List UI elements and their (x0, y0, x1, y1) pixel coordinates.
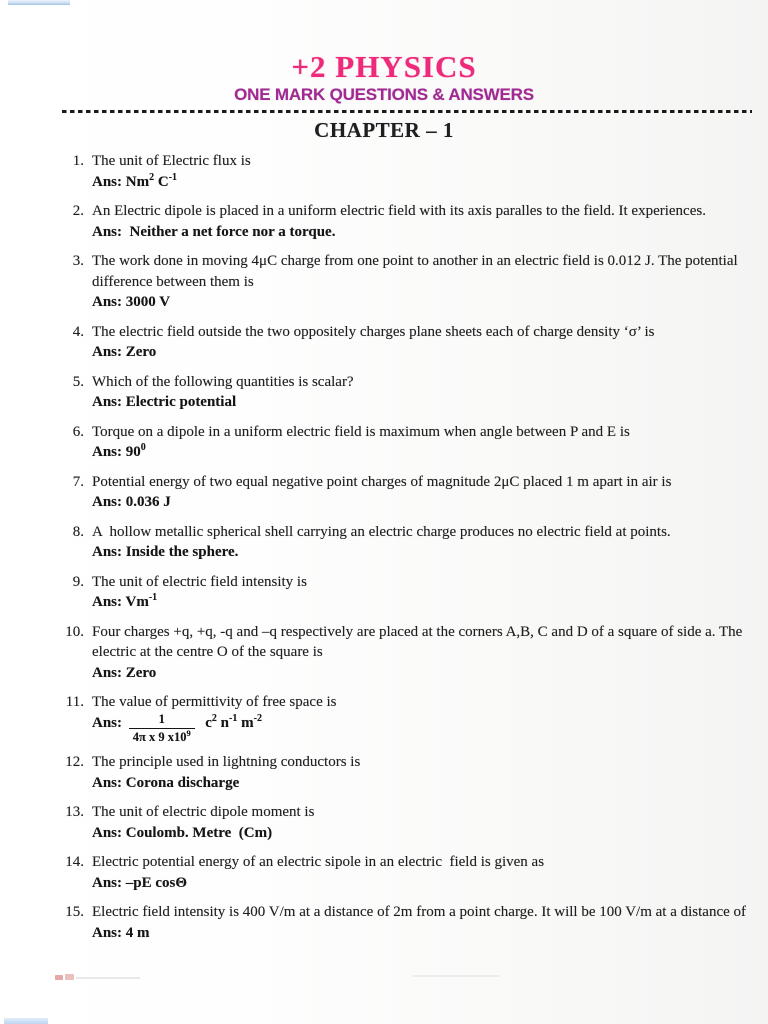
question-number: 6. (72, 423, 84, 440)
text-segment: Ans: Inside the sphere. (92, 544, 239, 560)
fraction-denominator (129, 728, 195, 744)
text-segment: Ans: 4 m (92, 924, 150, 941)
question-text: Electric field intensity is 400 V/m at a distance of 2m from a point charge. It will be 100 V/m at a distance of (92, 904, 747, 921)
scan-artifact-red-mark (55, 975, 63, 980)
question-item (72, 572, 748, 613)
question-number: 3. (72, 253, 84, 269)
superscript-text: 2 (149, 171, 155, 183)
text-segment: Ans: Vm (92, 594, 149, 610)
text-segment: m (237, 714, 254, 731)
question-body (92, 802, 748, 843)
document-header (0, 0, 768, 105)
question-body (92, 201, 748, 242)
scan-artifact-smudge (76, 977, 140, 979)
answer-text (92, 592, 748, 613)
scan-artifact-smudge (413, 975, 499, 977)
question-item (72, 472, 748, 513)
question-item (65, 692, 748, 744)
question-text: A hollow metallic spherical shell carrying an electric charge produces no electric field at points. (92, 523, 671, 540)
question-list (0, 151, 768, 943)
text-segment: Ans: Nm (92, 173, 150, 190)
question-item (65, 752, 748, 793)
question-number: 4. (72, 323, 84, 340)
answer-text (92, 713, 748, 744)
answer-text (92, 172, 748, 193)
question-number: 14. (65, 854, 84, 871)
text-segment: Ans: Neither a net force nor a torque. (92, 223, 336, 240)
question-item (65, 802, 748, 843)
answer-text (92, 342, 748, 363)
page-title: +2 PHYSICS (291, 49, 477, 84)
question-text: The unit of Electric flux is (92, 153, 251, 169)
question-body (92, 322, 748, 363)
scan-artifact-red-mark (65, 974, 74, 980)
question-text: Which of the following quantities is scalar? (92, 373, 354, 390)
answer-text (92, 392, 748, 413)
question-number: 12. (65, 754, 84, 771)
page-subtitle: ONE MARK QUESTIONS & ANSWERS (234, 85, 534, 104)
text-segment: Ans: –pE cosΘ (92, 874, 188, 891)
superscript-text: -2 (253, 712, 262, 724)
question-item (72, 201, 748, 242)
question-body (92, 752, 748, 793)
scan-artifact-top-blue-strip (8, 0, 70, 5)
answer-text (92, 442, 748, 463)
question-text: The unit of electric field intensity is (92, 573, 307, 590)
text-segment: Ans: Electric potential (92, 394, 237, 410)
answer-text (92, 292, 748, 313)
text-segment: 1 (158, 712, 165, 727)
chapter-heading: CHAPTER – 1 (314, 118, 454, 142)
question-body (92, 522, 748, 563)
question-body (92, 251, 748, 313)
superscript-text: -1 (229, 712, 238, 724)
text-segment: Ans: (92, 714, 126, 731)
question-body (92, 622, 748, 684)
answer-text (92, 542, 748, 563)
answer-text (92, 492, 748, 513)
text-segment: Ans: 0.036 J (92, 494, 171, 510)
scan-artifact-bottom-blue-strip (4, 1018, 48, 1024)
text-segment: Ans: Corona discharge (92, 774, 240, 791)
question-text: The principle used in lightning conductors is (92, 754, 361, 771)
question-number: 10. (65, 623, 84, 640)
answer-text (92, 663, 748, 684)
question-text: An Electric dipole is placed in a uniform electric field with its axis paralles to the field. It experiences. (92, 203, 706, 219)
question-text: Potential energy of two equal negative point charges of magnitude 2μC placed 1 m apart in air is (92, 473, 672, 490)
answer-text (92, 222, 748, 243)
question-text: Electric potential energy of an electric sipole in an electric field is given as (92, 854, 545, 871)
question-item (65, 902, 748, 943)
superscript-text: 0 (140, 442, 146, 453)
answer-text (92, 773, 748, 794)
question-number: 8. (72, 523, 84, 540)
question-text: Torque on a dipole in a uniform electric field is maximum when angle between P and E is (92, 423, 630, 440)
text-segment: C (154, 173, 169, 190)
question-body (92, 852, 748, 893)
question-text: The work done in moving 4μC charge from one point to another in an electric field is 0.012 J. The potential difference between them is (92, 253, 742, 290)
question-item (72, 151, 748, 192)
question-body (92, 572, 748, 613)
dashed-divider (62, 110, 752, 113)
question-item (72, 251, 748, 313)
text-segment: Ans: 3000 V (92, 294, 171, 310)
question-number: 5. (72, 373, 84, 390)
question-body (92, 692, 748, 743)
fraction-numerator (129, 713, 195, 728)
superscript-text: -1 (148, 592, 158, 603)
question-item (72, 372, 748, 413)
question-number: 9. (72, 573, 84, 590)
text-segment: Ans: Zero (92, 344, 157, 360)
question-item (72, 522, 748, 563)
text-segment: Ans: Coulomb. Metre (Cm) (92, 824, 273, 841)
question-item (65, 622, 748, 684)
answer-text (92, 823, 748, 844)
question-body (92, 472, 748, 513)
question-number: 7. (72, 473, 84, 490)
superscript-text: 2 (211, 712, 217, 724)
question-item (72, 322, 748, 363)
question-text: The electric field outside the two oppositely charges plane sheets each of charge density ‘σ’ is (92, 323, 655, 340)
question-item (65, 852, 748, 893)
question-number: 11. (65, 694, 84, 710)
question-item (72, 422, 748, 463)
answer-text (92, 873, 748, 894)
text-segment: 4π x 9 x10 (132, 729, 187, 744)
question-text: Four charges +q, +q, -q and –q respectively are placed at the corners A,B, C and D of a square of side a. The electric at the centre O of the square is (92, 623, 747, 660)
text-segment: n (216, 714, 230, 731)
question-body (92, 372, 748, 413)
superscript-text: -1 (168, 171, 178, 183)
question-number: 13. (65, 804, 84, 821)
text-segment: Ans: Zero (92, 664, 157, 681)
question-body (92, 151, 748, 192)
question-number: 2. (72, 203, 84, 219)
text-segment: Ans: 90 (92, 444, 141, 460)
superscript-text: 9 (186, 727, 191, 738)
answer-text (92, 923, 748, 944)
question-number: 1. (72, 153, 84, 169)
question-body (92, 902, 748, 943)
question-text: The unit of electric dipole moment is (92, 804, 315, 821)
question-text: The value of permittivity of free space is (92, 694, 337, 710)
question-number: 15. (65, 904, 84, 921)
text-segment: c (197, 714, 212, 731)
fraction (129, 713, 195, 743)
question-body (92, 422, 748, 463)
